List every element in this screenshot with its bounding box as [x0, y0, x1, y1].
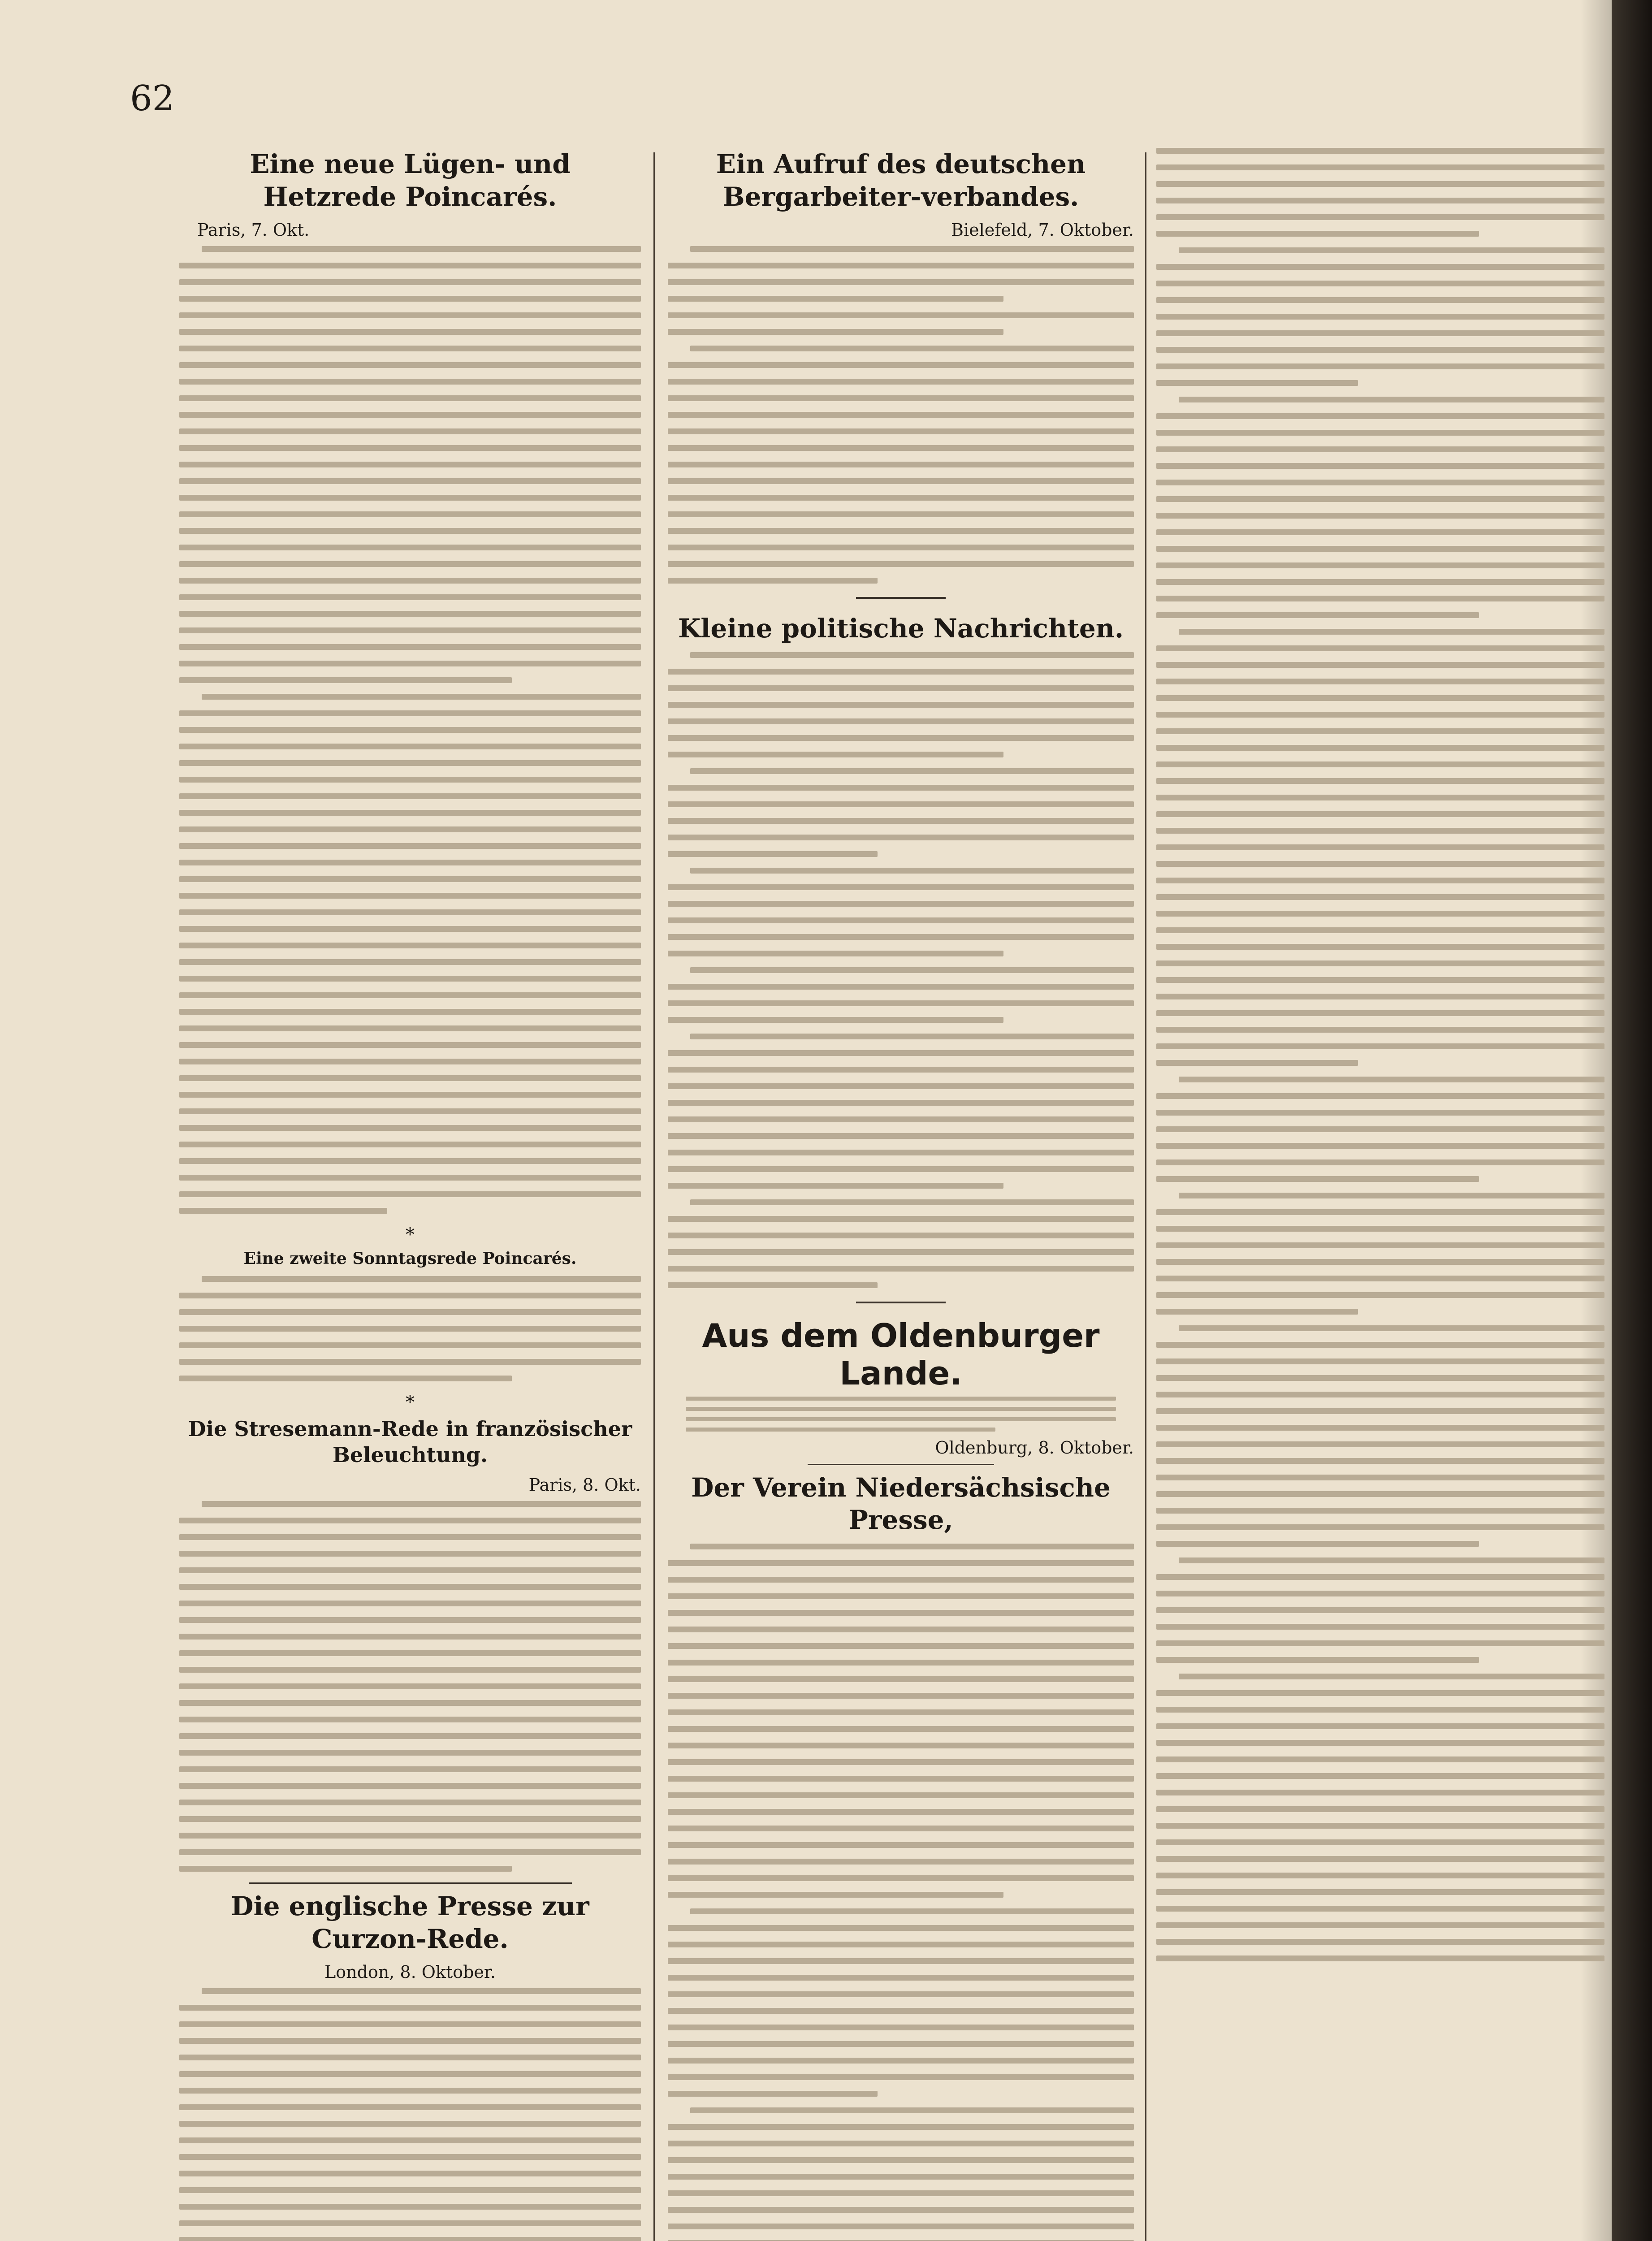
regional-dateline: Oldenburg, 8. Oktober.	[935, 1437, 1134, 1458]
section-separator: *	[406, 1224, 415, 1245]
article-headline: Die Stresemann-Rede in französischer Beleuchtung.	[188, 1417, 632, 1467]
section-headline: Kleine politische Nachrichten.	[678, 613, 1124, 644]
divider	[249, 1882, 572, 1884]
article-body	[179, 1276, 641, 1381]
divider	[808, 1464, 994, 1465]
article-body	[179, 246, 641, 1214]
article-body	[179, 1501, 641, 1872]
subheadline: Eine zweite Sonntagsrede Poincarés.	[243, 1249, 577, 1268]
article-dateline: Paris, 7. Okt.	[197, 220, 310, 240]
regional-section-headline: Aus dem Oldenburger Lande.	[702, 1316, 1100, 1392]
article-body	[668, 246, 1134, 584]
divider	[856, 1302, 946, 1303]
column-3	[1156, 148, 1604, 2241]
editorial-note	[686, 1397, 1116, 1432]
column-1	[179, 148, 641, 2241]
column-rule	[653, 152, 655, 2241]
book-binding	[1612, 0, 1652, 2241]
news-items	[668, 652, 1134, 1288]
article-body	[668, 1544, 1134, 2241]
article-dateline: London, 8. Oktober.	[324, 1962, 496, 1982]
article-headline: Eine neue Lügen- und Hetzrede Poincarés.	[250, 149, 571, 212]
column-rule	[1145, 152, 1146, 2241]
local-news-items	[1156, 148, 1604, 1961]
divider	[856, 597, 946, 599]
section-separator: *	[406, 1392, 415, 1413]
article-dateline: Paris, 8. Okt.	[528, 1475, 641, 1495]
article-headline: Der Verein Niedersächsische Presse,	[691, 1472, 1111, 1535]
article-body	[179, 1988, 641, 2241]
article-dateline: Bielefeld, 7. Oktober.	[951, 220, 1134, 240]
column-2	[668, 148, 1134, 2241]
article-headline: Ein Aufruf des deutschen Bergarbeiter-verbandes.	[716, 149, 1086, 212]
article-headline: Die englische Presse zur Curzon-Rede.	[231, 1891, 589, 1954]
page-number: 62	[130, 78, 175, 119]
